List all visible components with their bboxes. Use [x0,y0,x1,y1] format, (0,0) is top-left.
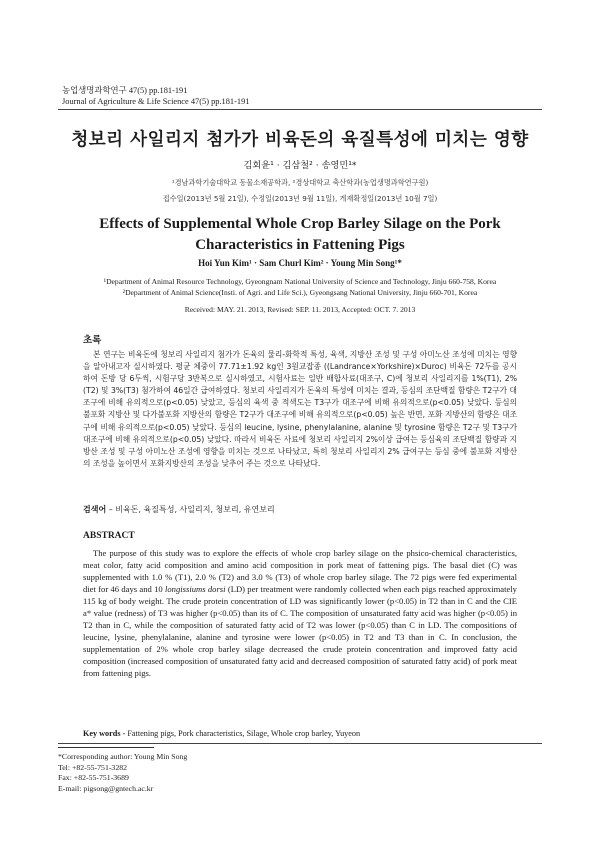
footnote-corresponding-author: *Corresponding author: Young Min Song [58,752,188,761]
journal-citation-korean: 농업생명과학연구 47(5) pp.181-191 [62,86,188,95]
korean-abstract: 본 연구는 비육돈에 청보리 사일리지 첨가가 돈육의 물리-화학적 특성, 육색, 지방산 조성 및 구성 아미노산 조성에 미치는 영향을 알아내고자 실시하였다. 평균 체중이 77.71±1.92 kg인 3원교잡종 ((Landrance×Yorkshire)×Duroc) 비육돈 72두를 공시하여 돈방 당 6두씩, 시험구당 3반복으로 실시하였고, 시험사료는 일반 배합사료(대조구, C)에 청보리 사일리지를 1%(T1), 2%(T2) 및 3%(T3) 첨가하여 46일간 급여하였다. 청보리 사일리지가 돈육의 특성에 미치는 결과, 등심의 조단백질 함량은 T2구가 대조구에 비해 유의적으로(p<0.05) 낮았고, 등심의 육색 중 적색도는 T3구가 대조구에 비해 유의적으로(p<0.05) 낮았다. 등심의 불포화 지방산 및 다가불포화 지방산의 함량은 T2구가 대조구에 비해 유의적으로(p<0.05) 높은 반면, 포화 지방산의 함량은 대조구에 비해 유의적으로(p<0.05) 낮았다. 등심의 leucine, lysine, phenylalanine, alanine 및 tyrosine 함량은 T2구 및 T3구가 대조구에 비해 유의적으로(p<0.05) 낮았다. 따라서 비육돈 사료에 청보리 사일리지 2%이상 급여는 등심육의 조단백질 함량과 지방산 조성 및 구성 아미노산 조성에 영향을 미치는 것으로 나타났고, 특히 청보리 사일리지 2% 급여구는 등심 중에 불포화 지방산의 조성을 높이면서 포화지방산의 조성을 낮추어 주는 것으로 나타났다. [83,350,517,468]
english-affiliations [0,277,600,298]
korean-affiliation: ¹경남과학기술대학교 동물소재공학과, ²경상대학교 축산학과(농업생명과학연구원) [171,178,429,187]
english-title-line-1: Effects of Supplemental Whole Crop Barley Silage on the Pork [99,216,501,232]
english-title-line-2: Characteristics in Fattening Pigs [195,237,405,253]
footnote-divider-long [58,743,542,744]
korean-keywords-list: – 비육돈, 육질특성, 사일리지, 청보리, 유연보리 [106,505,275,514]
english-affiliation-2: ²Department of Animal Science(Insti. of Agri. and Life Sci.), Gyeongsang National University, Jinju 660-701, Korea [122,287,478,297]
english-abstract-italic-term: longissiums dorsi [164,583,226,594]
english-keywords-list: - Fattening pigs, Pork characteristics, Silage, Whole crop barley, Yuyeon [120,729,361,738]
journal-citation-english: Journal of Agriculture & Life Science 47(5) pp.181-191 [62,97,250,106]
header-divider [58,109,542,110]
english-abstract [83,548,517,679]
english-title [0,214,600,256]
footnote-fax: Fax: +82-55-751-3689 [58,773,129,783]
korean-keywords-label: 검색어 [83,505,107,514]
korean-abstract-heading: 초록 [83,335,102,346]
english-keywords [83,729,360,738]
korean-dates: 접수일(2013년 5월 21일), 수정일(2013년 9월 11일), 게재확정일(2013년 10월 7일) [162,194,438,203]
footnote-email: E-mail: pigsong@gntech.ac.kr [58,783,154,793]
english-affiliation-1: ¹Department of Animal Resource Technology, Gyeongnam National University of Science and Technology, Jinju 660-758, Korea [103,277,497,286]
footnote-divider-short [58,747,154,748]
footnote-tel: Tel: +82-55-751-3282 [58,762,128,772]
korean-authors: 김회윤¹ · 김삼철² · 송영민¹* [243,160,357,171]
english-abstract-text-1: The purpose of this study was to explore the effects of whole crop barley silage on the phsico-chemical characteristics, meat color, fatty acid composition and amino acid composition in pork meat of fattening pigs. The basal diet (C) was supplemented with 1.0 % (T1), 2.0 % (T2) and 3.0 % (T3) of whole crop barley silage. The 72 pigs were fed experimental diet for 46 days and 10 [83,548,517,594]
footnote [58,752,187,794]
english-authors: Hoi Yun Kim¹ · Sam Churl Kim² · Young Min Song¹* [198,258,402,268]
korean-title: 청보리 사일리지 첨가가 비육돈의 육질특성에 미치는 영향 [71,130,529,150]
english-abstract-heading: ABSTRACT [83,531,135,541]
english-keywords-label: Key words [83,729,121,738]
korean-keywords [83,504,275,515]
english-abstract-text-2: (LD) per treatment were randomly collected when each pigs reached approximately 115 kg of body weight. The crude protein concentration of LD was significantly lower (p<0.05) in T2 than in C and the CIE a* value (redness) of T3 was higher (p<0.05) than its of C. The composition of unsaturated fatty acid was higher (p<0.05) in T2 than in C, while the composition of saturated fatty acid of T2 was lower (p<0.05) than C in LD. The compositions of leucine, lysine, phenylalanine, alanine and tyrosine were lower (p<0.05) in T2 and T3 than in C. In conclusion, the supplementation of 2% whole crop barley silage decreased the crude protein concentration and improved fatty acid composition (increased composition of unsaturated fatty acid and decreased composition of saturated fatty acid) of pork meat from fattening pigs. [83,583,517,678]
english-dates: Received: MAY. 21. 2013, Revised: SEP. 11. 2013, Accepted: OCT. 7. 2013 [184,305,416,314]
